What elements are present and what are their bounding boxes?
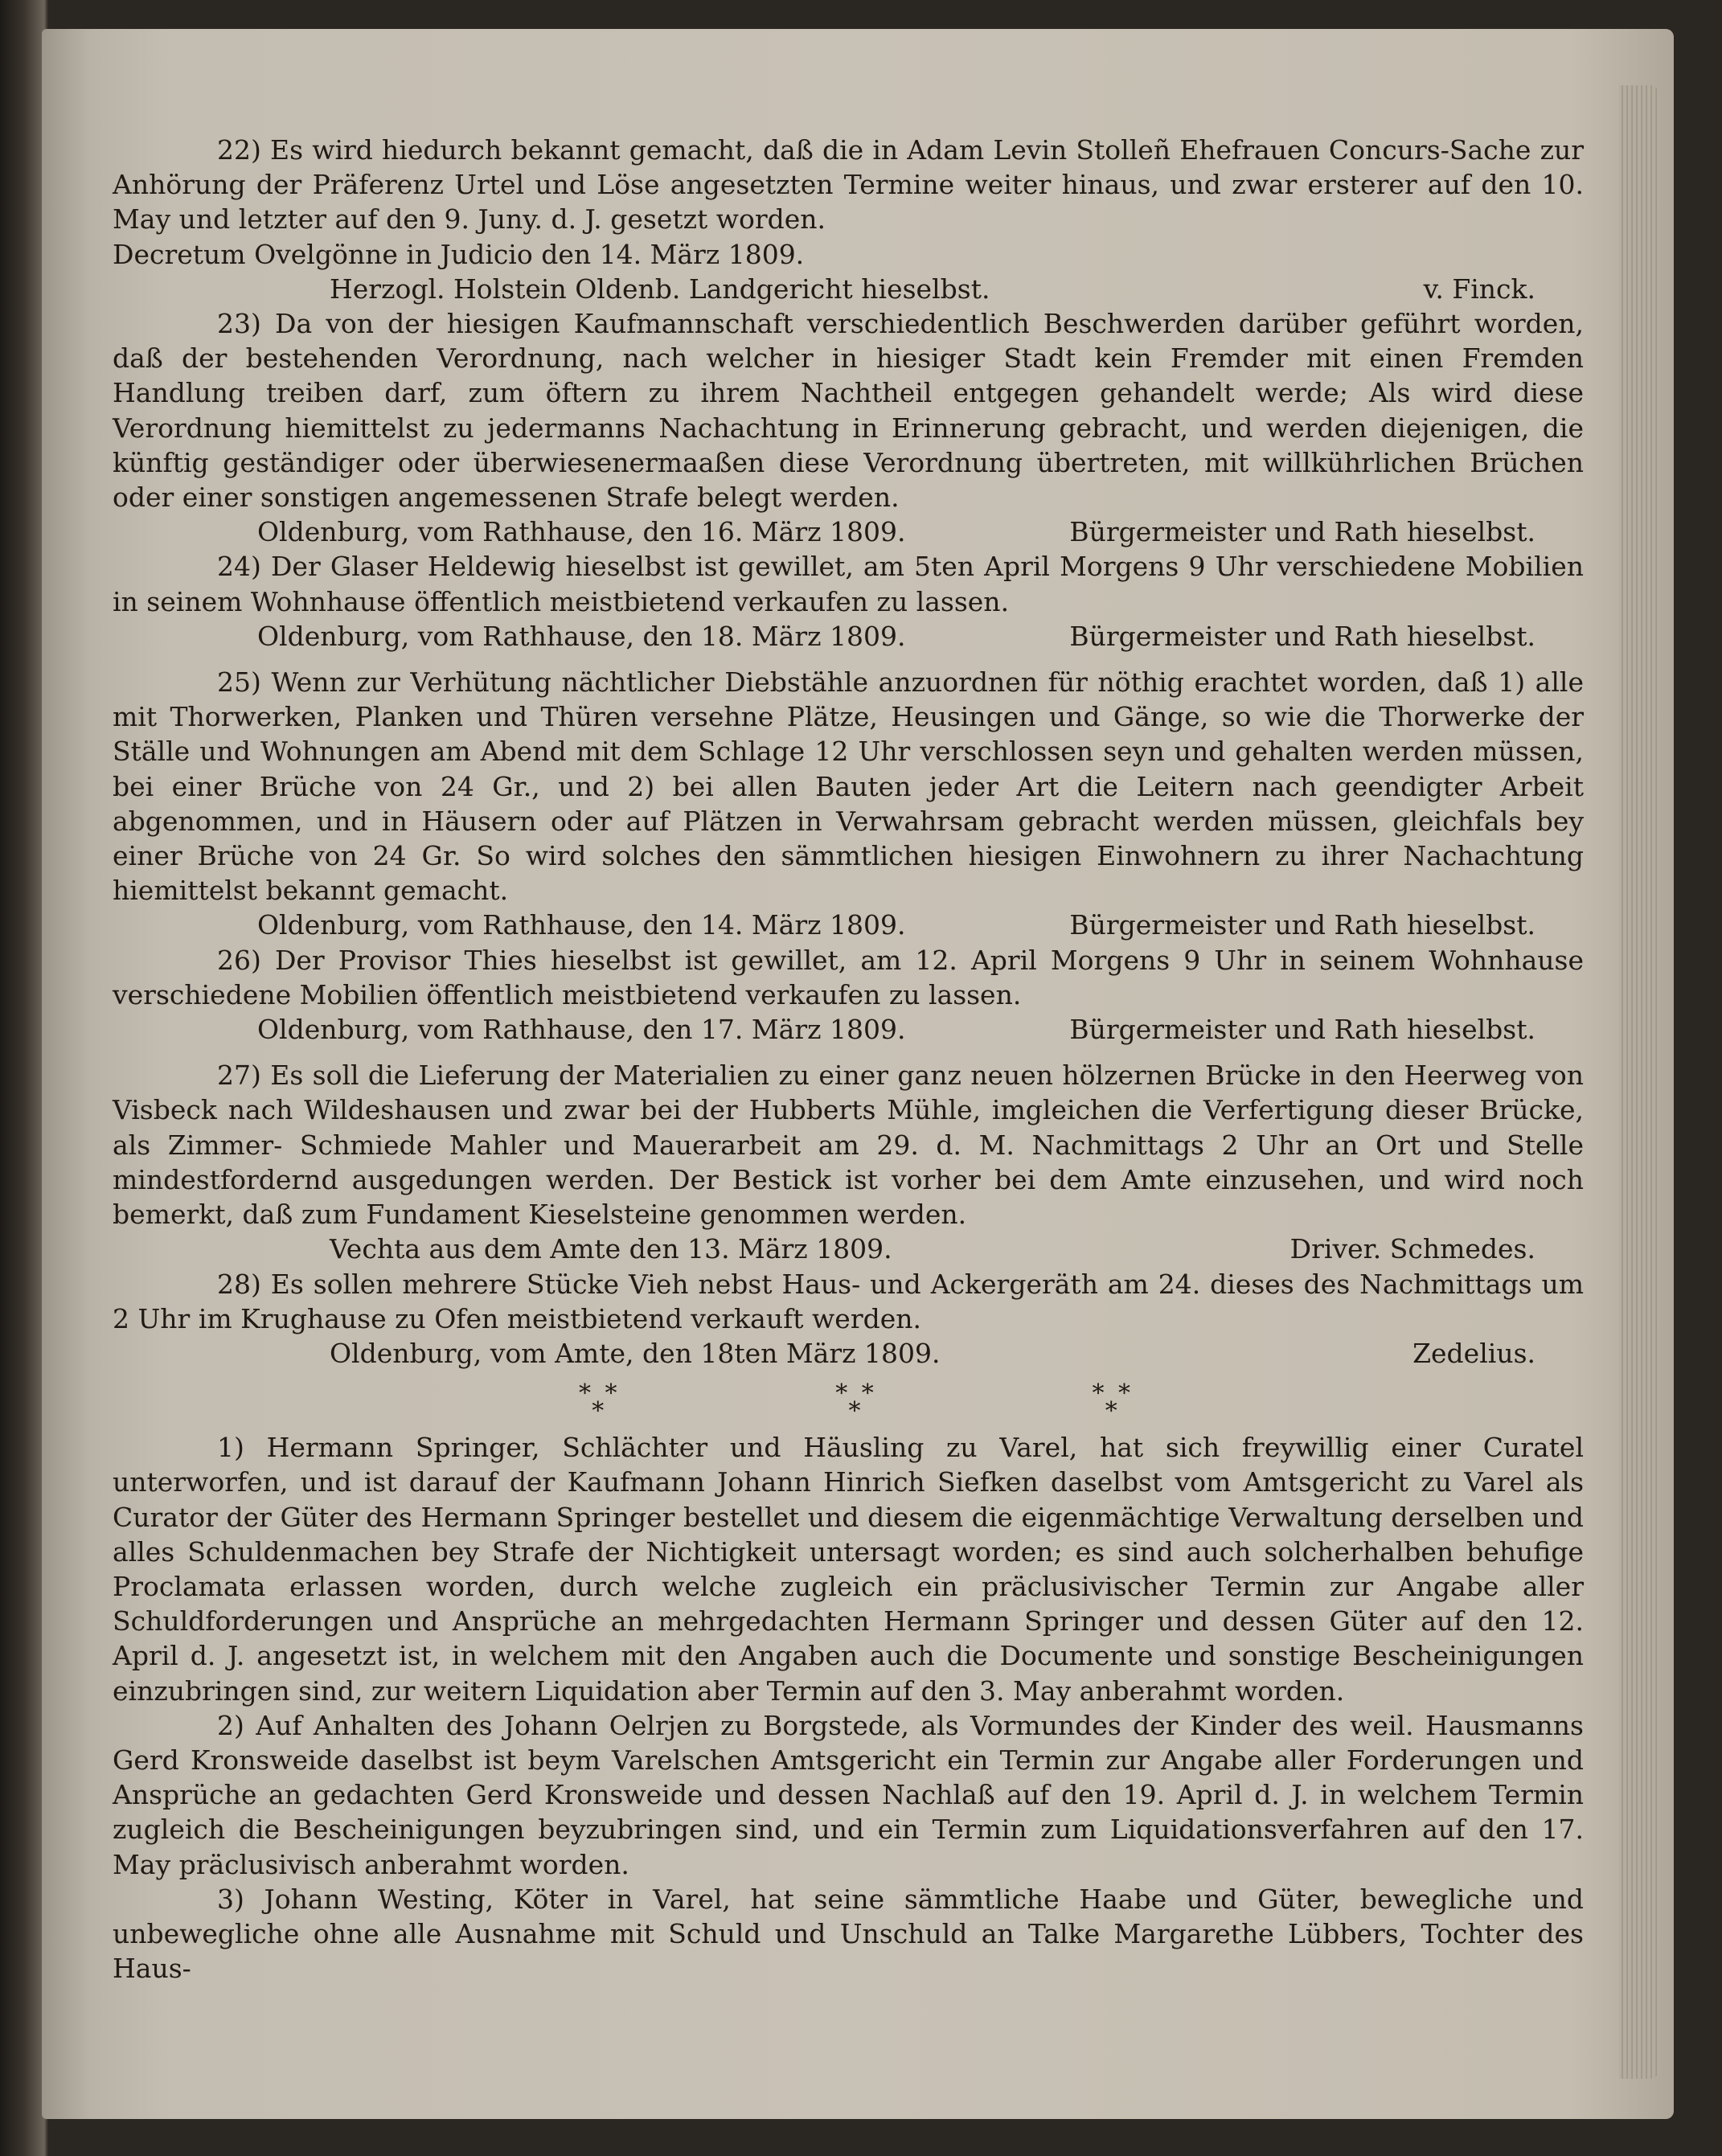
notice-26: 26) Der Provisor Thies hieselbst ist gewillet, am 12. April Morgens 9 Uhr in seinem Wohnhause verschiedene Mobilien öffentlich meistbietend verkaufen zu lassen.: [113, 944, 1584, 1010]
notice-3: 3) Johann Westing, Köter in Varel, hat seine sämmtliche Haabe und Güter, bewegliche und unbewegliche ohne alle Ausnahme mit Schuld und Unschuld an Talke Margarethe Lübbers, Tochter des Haus-: [113, 1883, 1584, 1985]
book-binding: [0, 0, 48, 2156]
signatory: Zedelius.: [1412, 1337, 1535, 1369]
signature-row: [113, 272, 1584, 306]
page-edges: [1619, 85, 1659, 2079]
section-separator: [113, 1371, 1584, 1430]
decretum-line: Decretum Ovelgönne in Judicio den 14. März 1809.: [113, 238, 805, 270]
notice-1: 1) Hermann Springer, Schlächter und Häusling zu Varel, hat sich freywillig einer Curatel unterworfen, und ist darauf der Kaufmann Johann Hinrich Siefken daselbst vom Amtsgericht zu Varel als Curator der Güter des Hermann Springer bestellet und diesem die eigenmächtige Verwaltung derselben und alles Schuldenmachen bey Strafe der Nichtigkeit untersagt worden; es sind auch solcherhalben behufige Proclamata erlassen worden, durch welche zugleich ein präclusivischer Termin zur Angabe aller Schuldforderungen und Ansprüche an mehrgedachten Hermann Springer und dessen Güter auf den 12. April d. J. angesetzt ist, in welchem mit den Angaben auch die Documente und sonstige Bescheinigungen einzubringen sind, zur weitern Liquidation aber Termin auf den 3. May anberahmt worden.: [113, 1432, 1584, 1707]
signatory: Driver. Schmedes.: [1289, 1233, 1535, 1265]
issuer: Herzogl. Holstein Oldenb. Landgericht hieselbst.: [330, 273, 990, 305]
signature-row: [113, 619, 1584, 654]
issuer: Oldenburg, vom Amte, den 18ten März 1809.: [330, 1337, 941, 1369]
issuer: Oldenburg, vom Rathhause, den 17. März 1809.: [257, 1014, 906, 1046]
notice-28: 28) Es sollen mehrere Stücke Vieh nebst Haus- und Ackergeräth am 24. dieses des Nachmittags um 2 Uhr im Krughause zu Ofen meistbietend verkauft werden.: [113, 1268, 1584, 1334]
asterism: * * *: [579, 1379, 621, 1426]
signature-row: [113, 1012, 1584, 1047]
signatory: Bürgermeister und Rath hieselbst.: [1069, 909, 1535, 941]
signatory: Bürgermeister und Rath hieselbst.: [1069, 516, 1535, 548]
issuer: Oldenburg, vom Rathhause, den 18. März 1809.: [257, 620, 906, 652]
issuer: Oldenburg, vom Rathhause, den 16. März 1809.: [257, 516, 906, 548]
signature-row: [113, 908, 1584, 942]
page-text: [113, 133, 1584, 1986]
notice-27: 27) Es soll die Lieferung der Materialien zu einer ganz neuen hölzernen Brücke in den Heerweg von Visbeck nach Wildeshausen und zwar bei der Hubberts Mühle, imgleichen die Verfertigung dieser Brücke, als Zimmer- Schmiede Mahler und Mauerarbeit am 29. d. M. Nachmittags 2 Uhr an Ort und Stelle mindestfordernd ausgedungen werden. Der Bestick ist vorher bei dem Amte einzusehen, und wird noch bemerkt, daß zum Fundament Kieselsteine genommen werden.: [113, 1060, 1584, 1231]
signatory: Bürgermeister und Rath hieselbst.: [1069, 1014, 1535, 1046]
asterism: * * *: [1092, 1379, 1134, 1426]
signature-row: [113, 1336, 1584, 1371]
asterism: * * *: [835, 1379, 877, 1426]
signature-row: [113, 514, 1584, 549]
notice-2: 2) Auf Anhalten des Johann Oelrjen zu Borgstede, als Vormundes der Kinder des weil. Hausmanns Gerd Kronsweide daselbst ist beym Varelschen Amtsgericht ein Termin zur Angabe aller Forderungen und Ansprüche an gedachten Gerd Kronsweide und dessen Nachlaß auf den 19. April d. J. in welchem Termin zugleich die Bescheinigungen beyzubringen sind, und ein Termin zum Liquidationsverfahren auf den 17. May präclusivisch anberahmt worden.: [113, 1709, 1584, 1880]
signatory: Bürgermeister und Rath hieselbst.: [1069, 620, 1535, 652]
notice-23: 23) Da von der hiesigen Kaufmannschaft verschiedentlich Beschwerden darüber geführt worden, daß der bestehenden Verordnung, nach welcher in hiesiger Stadt kein Fremder mit einen Fremden Handlung treiben darf, zum öftern zu ihrem Nachtheil entgegen gehandelt werde; Als wird diese Verordnung hiemittelst zu jedermanns Nachachtung in Erinnerung gebracht, und werden diejenigen, die künftig geständiger oder überwiesenermaaßen diese Verordnung übertreten, mit willkührlichen Brüchen oder einer sonstigen angemessenen Strafe belegt werden.: [113, 308, 1584, 514]
signatory: v. Finck.: [1423, 273, 1535, 305]
issuer: Vechta aus dem Amte den 13. März 1809.: [330, 1233, 892, 1265]
notice-22: 22) Es wird hiedurch bekannt gemacht, daß die in Adam Levin Stolleñ Ehefrauen Concurs-Sache zur Anhörung der Präferenz Urtel und Löse angesetzten Termine weiter hinaus, und zwar ersterer auf den 10. May und letzter auf den 9. Juny. d. J. gesetzt worden.: [113, 134, 1584, 236]
notice-24: 24) Der Glaser Heldewig hieselbst ist gewillet, am 5ten April Morgens 9 Uhr verschiedene Mobilien in seinem Wohnhause öffentlich meistbietend verkaufen zu lassen.: [113, 551, 1584, 617]
notice-25: 25) Wenn zur Verhütung nächtlicher Diebstähle anzuordnen für nöthig erachtet worden, daß 1) alle mit Thorwerken, Planken und Thüren versehne Plätze, Heusingen und Gänge, so wie die Thorwerke der Ställe und Wohnungen am Abend mit dem Schlage 12 Uhr verschlossen seyn und gehalten werden müssen, bei einer Brüche von 24 Gr., und 2) bei allen Bauten jeder Art die Leitern nach geendigter Arbeit abgenommen, und in Häusern oder auf Plätzen in Verwahrsam gebracht werden müssen, gleichfals bey einer Brüche von 24 Gr. So wird solches den sämmtlichen hiesigen Einwohnern zu ihrer Nachachtung hiemittelst bekannt gemacht.: [113, 666, 1584, 907]
signature-row: [113, 1232, 1584, 1266]
issuer: Oldenburg, vom Rathhause, den 14. März 1809.: [257, 909, 906, 941]
